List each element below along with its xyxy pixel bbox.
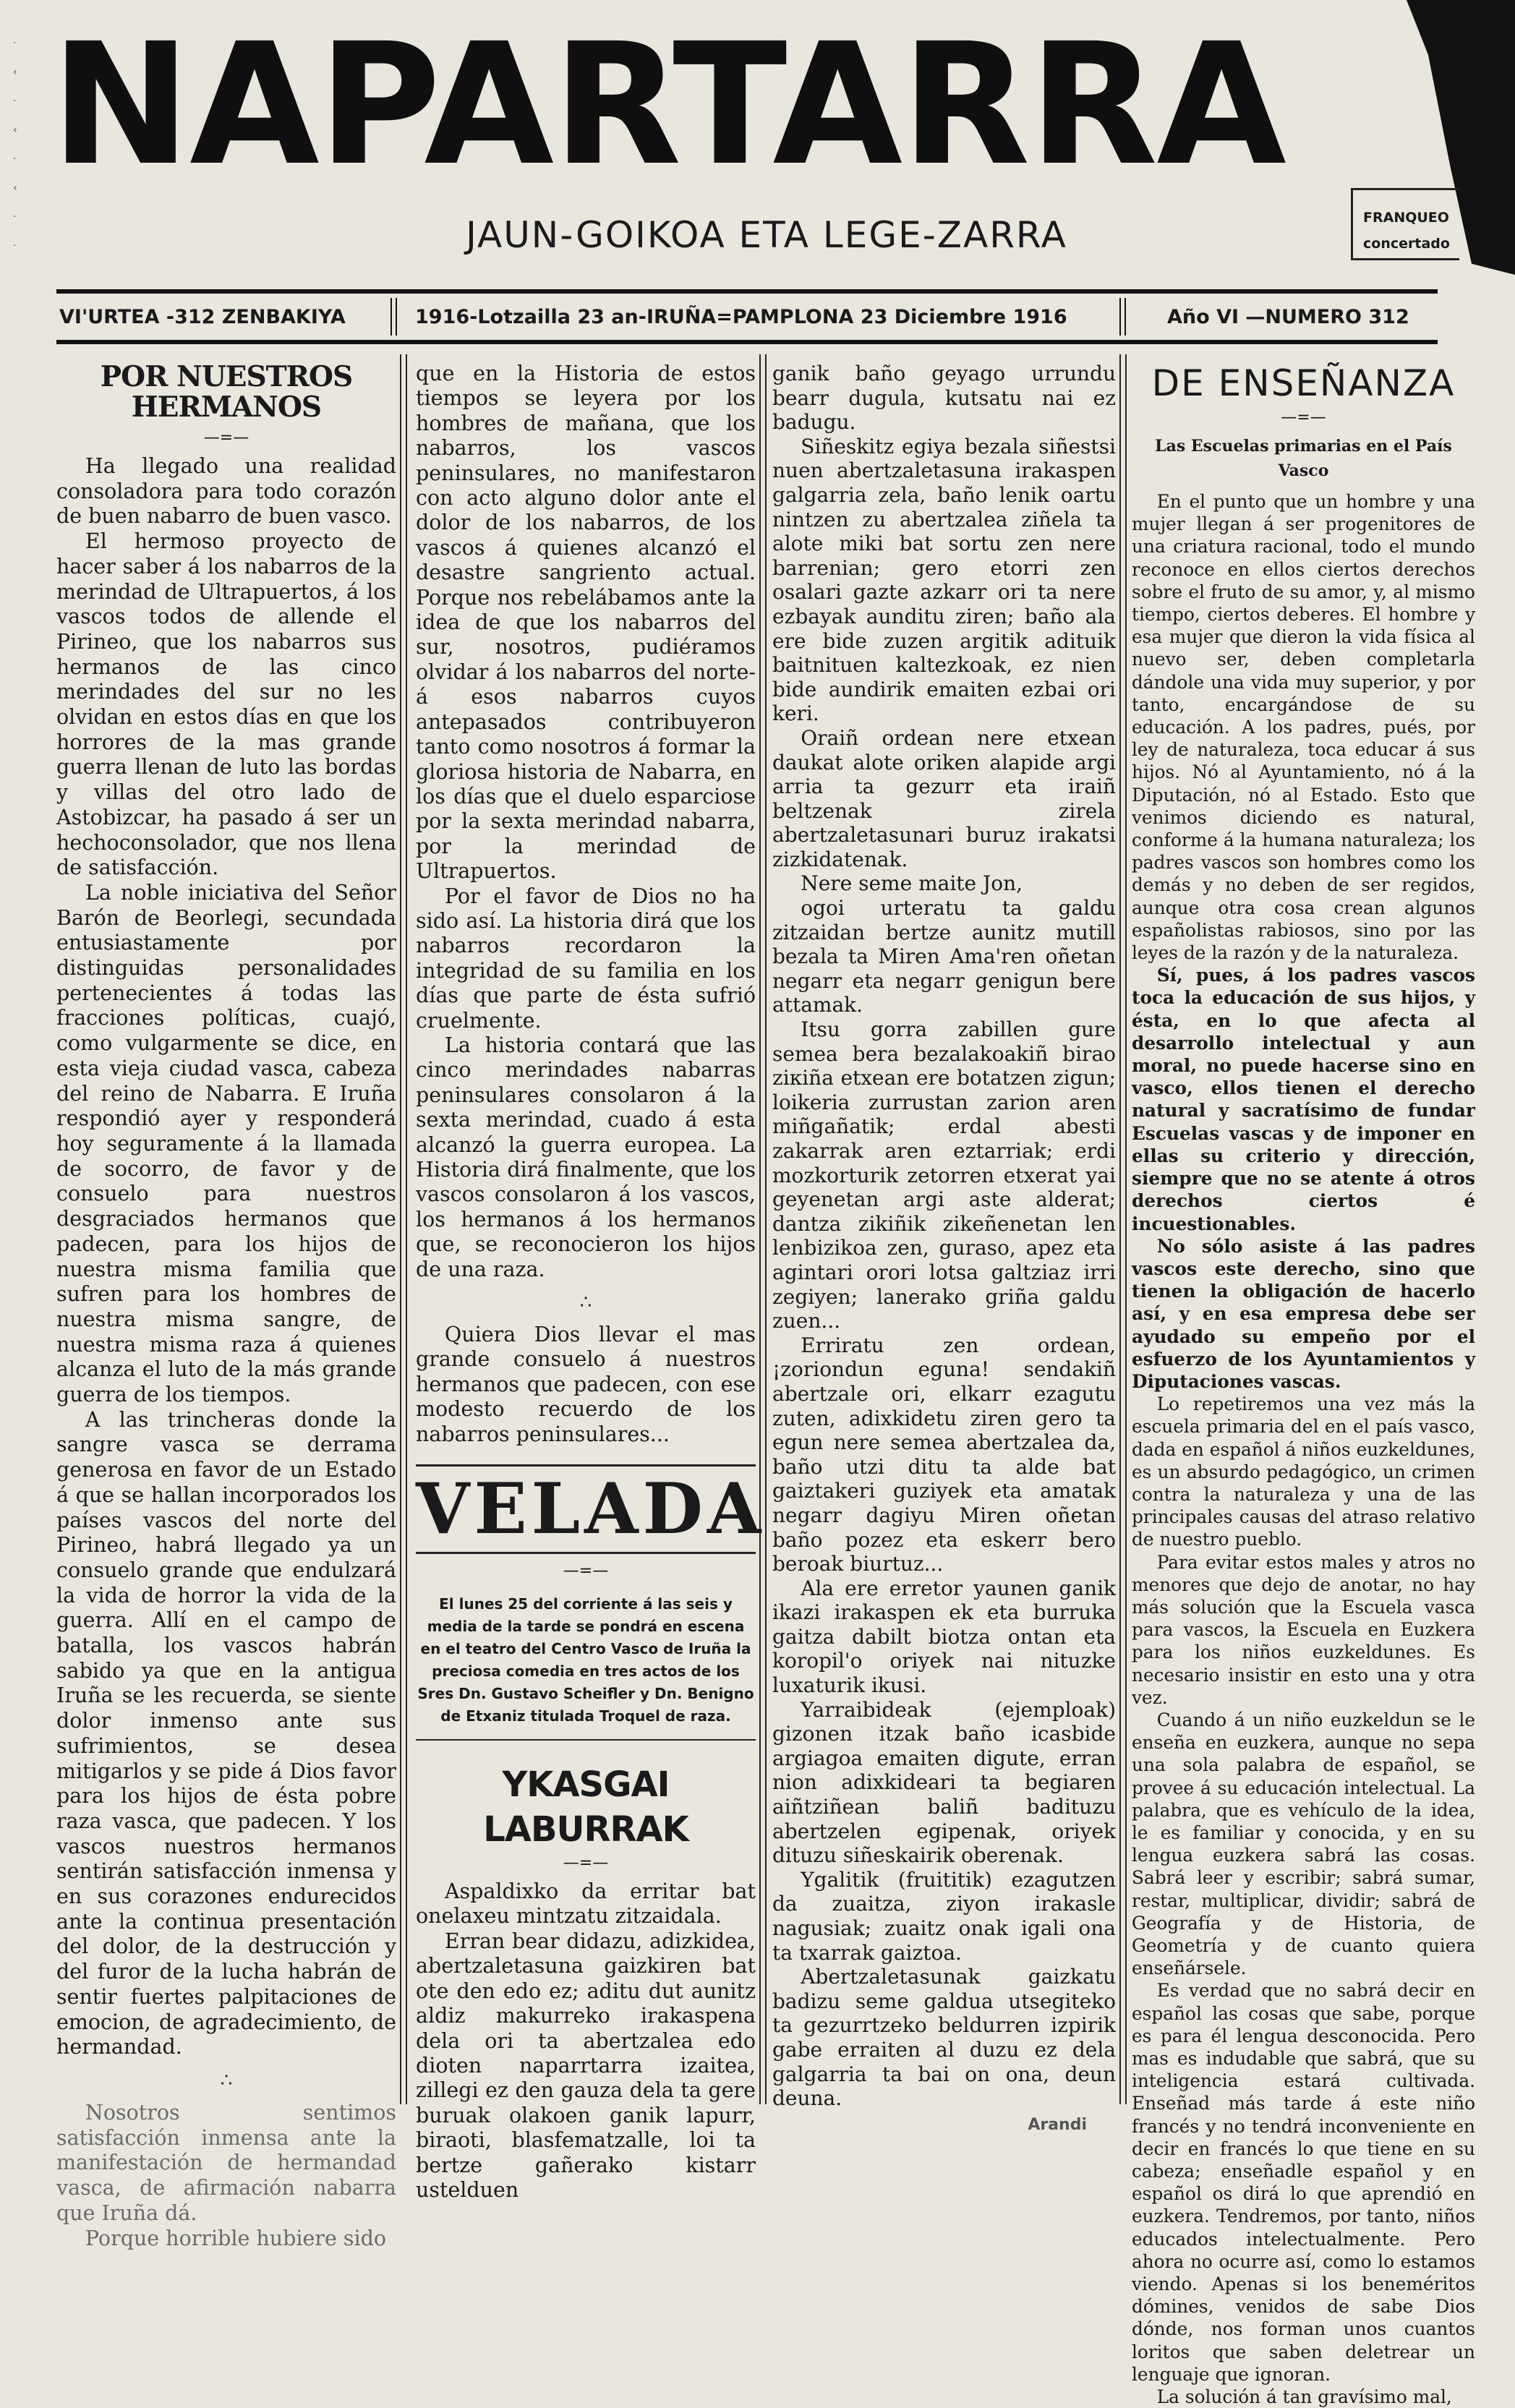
- velada-divider: —=—: [563, 1562, 609, 1581]
- paragraph: Itsu gorra zabillen gure semea bera bezalakoakiñ birao ziкiña etxean ere botatzen zigun; loikeria zurrustan zarion aren miñgañatik; erdal abesti zakarrak aren eztarriak; erdi mozkorturik zetorren etxerat yai geyenetan argi aste alderat; dantza zikiñik zikeñenetan len lenbizikoa zen, guraso, apez eta agintari orori lotsa galtziaz irri zegiyen; lanerako griña galdu zuen...: [772, 1017, 1116, 1333]
- column-3: [772, 362, 1116, 2134]
- paragraph: Sí, pues, á los padres vascos toca la educación de sus hijos, y ésta, en lo que afecta al desarrollo intelectual y aun moral, no puede hacerse sino en vasco, ellos tienen el derecho natural y sacratísimo de fundar Escuelas vascas y de imponer en ellas su criterio y dirección, siempre que no se atente á otros derechos ciertos é incuestionables.: [1132, 965, 1475, 1234]
- velada-heading: VELADA: [416, 1464, 756, 1554]
- franqueo-box: [1351, 188, 1459, 260]
- header-center: 1916-Lotzailla 23 an-IRUÑA=PAMPLONA 23 Diciembre 1916: [415, 306, 1067, 328]
- column-2: [416, 362, 766, 2202]
- masthead-subtitle: JAUN-GOIKOA ETA LEGE-ZARRA: [466, 214, 1067, 256]
- paragraph: La solución á tan gravísimo mal,: [1156, 2386, 1452, 2408]
- paragraph: A las trincheras donde la sangre vasca se derrama generosa en favor de un Estado á que se hallan incorporados los países vascos del norte del Pirineo, habrá llegado ya un consuelo grande que endulzará la vida de horror la vida de la guerra. Allí en el campo de batalla, los vascos habrán sabido ya que en la antigua Iruña se les recuerda, se siente dolor inmenso ante sus sufrimientos, se desea mitigarlos y se pide á Dios favor para los hijos de ésta pobre raza vasca, que padecen. Y los vascos nuestros hermanos sentirán satisfacción inmensa y en sus corazones endurecidos ante la continua presentación del dolor, de la destrucción y del furor de la lucha habrán de sentir fuertes palpitaciones de emocion, de agradecimiento, de hermandad.: [56, 1407, 396, 2059]
- franqueo-line1: FRANQUEO: [1363, 210, 1449, 226]
- franqueo-line2: concertado: [1363, 236, 1450, 252]
- paragraph-faded: Nosotros sentimos satisfacción inmensa ante la manifestación de hermandad vasca, de afirmación nabarra que Iruña dá.: [56, 2101, 396, 2225]
- header-rule-bottom: [56, 340, 1438, 344]
- paragraph: Quiera Dios llevar el mas grande consuelo á nuestros hermanos que padecen, con ese modesto recuerdo de los nabarros peninsulares...: [416, 1323, 756, 1446]
- ykasgai-heading: YKASGAI LABURRAK: [483, 1764, 688, 1850]
- masthead-title: NAPARTARRA: [51, 7, 1285, 202]
- header-rule-top: [56, 289, 1438, 294]
- paragraph: Erriratu zen ordean, ¡zoriondun eguna! sendakiñ abertzale ori, elkarr ezagutu zuten, adixkidetu ziren gero ta egun nere semea abertzalea da, baño utzi ditu ta alde bat gaiztakeri guziyek eta amatak negarr dagiyu Miren oñetan baño pozez eta eskerr bero beroak biurtuz...: [772, 1333, 1116, 1576]
- paragraph: Ala ere erretor yaunen ganik ikazi irakaspen ek eta burruka gaitza dabilt biotza ontan eta koropil'o oriyek nai nituzke luxaturik ikusi.: [772, 1576, 1116, 1698]
- paragraph: Nere seme maite Jon,: [801, 871, 1023, 896]
- paragraph: ogoi urteratu ta galdu zitzaidan bertze aunitz mutill bezala ta Miren Ama'ren oñetan negarr eta negarr genigun bere attamak.: [772, 896, 1116, 1017]
- header-separator: [1119, 298, 1126, 336]
- article-de-ensenanza: [1132, 362, 1476, 2408]
- paragraph: La historia contará que las cinco merindades nabarras peninsulares consolaron á la sexta merindad, cuado á esta alcanzó la guerra europea. La Historia dirá finalmente, que los vascos consolaron á los vascos, los hermanos á los hermanos que, se reconocieron los hijos de una raza.: [416, 1033, 756, 1281]
- title-divider: —=—: [1281, 409, 1326, 427]
- paragraph: En el punto que un hombre y una mujer llegan á ser progenitores de una criatura racional, todo el mundo reconoce en ellos ciertos derechos sobre el fruto de su amor, y, al mismo tiempo, ciertos deberes. El hombre y esa mujer que dieron la vida física al nuevo ser, deben completarla dándole una vida muy superior, y por tanto, encargándose de su educación. A los padres, pués, por ley de naturaleza, toca educar á sus hijos. Nó al Ayuntamiento, nó á la Diputación, nó al Estado. Esto que venimos diciendo es natural, conforme á la humana naturaleza; los padres vascos son hombres como los demás y no deben de ser regidos, aunque otra cosa crean algunos españolistas rabiosos, sino por las leyes de la razón y de la naturaleza.: [1132, 491, 1475, 964]
- header-separator: [391, 298, 397, 336]
- paragraph: Yarraibideak (ejemploak) gizonen itzak baño icasbide argiagoa emaiten digute, erran nion adixkideari ta begiaren aiñtziñean baliñ badituzu abertzelen egipenak, oriyek dituzu siñeskairik oberenak.: [772, 1697, 1116, 1868]
- paragraph: Siñeskitz egiya bezala siñestsi nuen abertzaletasuna irakaspen galgarria zela, baño lenik oartu nintzen zu abertzalea ziñela ta alote miki bat sortu zen nere barrenian; gero etorri zen osalari gazte azkarr ori ta nere ezbayak aunditu ziren; baño ala ere bide zuzen argitik adituik baitnituen kaltezkoak, ez nien bide aundirik emaiten ezbai ori keri.: [772, 434, 1116, 726]
- ornament: ∴: [220, 2070, 233, 2091]
- paragraph: Abertzaletasunak gaizkatu badizu seme galdua utsegiteko ta gezurrtzeko beldurren izpirik gabe erraiten al duzu ez dela galgarria ta bai on ona, deun deuna.: [772, 1965, 1116, 2111]
- paragraph: ganik baño geyago urrundu bearr dugula, kutsatu nai ez badugu.: [772, 362, 1116, 435]
- header-bar: [56, 296, 1438, 338]
- article-title: POR NUESTROS HERMANOS: [100, 360, 353, 424]
- ornament: ∴: [579, 1291, 592, 1314]
- article-subtitle: Las Escuelas primarias en el País Vasco: [1155, 437, 1452, 480]
- paragraph: Lo repetiremos una vez más la escuela primaria del en el país vasco, dada en español á niños euzkeldunes, es un absurdo pedagógico, un crimen contra la naturaleza y una de las principales causas del atraso relativo de nuestro pueblo.: [1132, 1393, 1476, 1550]
- paragraph: Ygalitik (fruititik) ezagutzen da zuaitza, ziyon irakasle nagusiak; zuaitz onak igali ona ta txarrak gaiztoa.: [772, 1867, 1116, 1965]
- paragraph: Aspaldixko da erritar bat onelaxeu mintzatu zitzaidala.: [416, 1879, 756, 1929]
- paragraph: El hermoso proyecto de hacer saber á los nabarros de la merindad de Ultrapuertos, á los vascos todos de allende el Pirineo, que los nabarros sus hermanos de las cinco merindades del sur no les olvidan en estos días en que los horrores de la mas grande guerra llenan de luto las bordas y villas del otro lado de Astobizcar, ha pasado á ser un hechoconsolador, que nos llena de satisfacción.: [56, 529, 396, 880]
- column-separator: [759, 354, 767, 2104]
- section-rule: [416, 1739, 756, 1741]
- paragraph: Es verdad que no sabrá decir en español las cosas que sabe, porque es para él lengua desconocida. Pero mas es indudable que sabrá, que su inteligencia estará cultivada. Enseñad más tarde á este niño francés y no tendrá inconveniente en decir en francés lo que tiene en su cabeza; enseñadle español y en español os dirá lo que aprendió en euzkera. Tendremos, por tanto, niños educados intelectualmente. Pero ahora no ocurre así, como lo estamos viendo. Apenas si los beneméritos dómines, venidos de sabe Dios dónde, nos forman unos cuantos loritos que saben deletrear un lenguaje que ignoran.: [1132, 1980, 1475, 2385]
- paragraph: La noble iniciativa del Señor Barón de Beorlegi, secundada entusiastamente por distinguidas personalidades pertenecientes á todas las fracciones políticas, cuajó, como vulgarmente se dice, en esta vieja ciudad vasca, cabeza del reino de Nabarra. E Iruña respondió ayer y responderá hoy seguramente á la llamada de socorro, de favor y de consuelo para nuestros desgraciados hermanos que padecen, para los hijos de nuestra misma familia que sufren para los hombres de nuestra misma sangre, de nuestra misma raza á quienes alcanza el luto de la más grande guerra de los tiempos.: [56, 880, 396, 1407]
- column-separator: [1119, 354, 1127, 2104]
- author-signature: Arandi: [1028, 2115, 1087, 2134]
- article-por-nuestros-hermanos: [56, 360, 396, 2250]
- paragraph: que en la Historia de estos tiempos se leyera por los hombres de mañana, que los nabarros, los vascos peninsulares, no manifestaron con acto alguno dolor ante el dolor de los nabarros, de los vascos á quienes alcanzó el desastre sangriento actual. Porque nos rebelábamos ante la idea de que los nabarros del sur, nosotros, pudiéramos olvidar á los nabarros del norte-á esos nabarros cuyos antepasados contribuyeron tanto como nosotros á formar la gloriosa historia de Nabarra, en los días que el duelo esparciose por la sexta merindad nabarra, por la merindad de Ultrapuertos.: [416, 362, 756, 884]
- article-title: DE ENSEÑANZA: [1151, 362, 1456, 404]
- paragraph: No sólo asiste á las padres vascos este derecho, sino que tienen la obligación de hacerlo así, y en esa empresa debe ser ayudado su empeño por el esfuerzo de los Ayuntamientos y Diputaciones vascas.: [1132, 1235, 1475, 1392]
- paragraph: Por el favor de Dios no ha sido así. La historia dirá que los nabarros recordaron la integridad de su familia en los días que parte de ésta sufrió cruelmente.: [416, 884, 756, 1033]
- paragraph: Para evitar estos males y atros no menores que dejo de anotar, no hay más solución que la Escuela vasca para vascos, la Escuela en Euzkera para los niños euzkeldunes. Es necesario insistir en esto una y otra vez.: [1132, 1551, 1475, 1708]
- ykasgai-divider: —=—: [563, 1854, 609, 1873]
- paragraph: Oraiñ ordean nere etxean daukat alote oriken alapide argi arгia ta gezurr eta iraiñ beltzenak zirela abertzaletasunari buruz irakatsi zizkidatenak.: [772, 725, 1116, 871]
- scan-margin-marks: · ‹ · ‹ · ‹ · ·: [13, 38, 17, 252]
- title-divider: —=—: [203, 429, 249, 447]
- paragraph: Ha llegado una realidad consoladora para todo corazón de buen nabarro de buen vasco.: [56, 454, 396, 529]
- paragraph: Cuando á un niño euzkeldun se le enseña en euzkera, aunque no sepa una sola palabra de español, se provee á su educación intelectual. La palabra, que es vehículo de la idea, le es familiar y conocida, y en su lengua euzkera sabrá las cosas. Sabrá leer y escribir; sabrá sumar, restar, multiplicar, dividir; sabrá de Geografía y de Historia, de Geometría y de cuanto quiera enseñársele.: [1132, 1709, 1475, 1979]
- header-left: VI'URTEA -312 ZENBAKIYA: [59, 306, 346, 328]
- column-separator: [400, 354, 407, 2104]
- paragraph-faded: Porque horrible hubiere sido: [85, 2226, 387, 2250]
- header-right: Año VI —NUMERO 312: [1167, 306, 1409, 328]
- velada-announcement: El lunes 25 del corriente á las seis y media de la tarde se pondrá en escena en el teatro del Centro Vasco de Iruña la preciosa comedia en tres actos de los Sres Dn. Gustavo Scheifler y Dn. Benigno de Etxaniz titulada Troquel de raza.: [417, 1595, 754, 1725]
- paragraph: Erran bear didazu, adizkidea, abertzaletasuna gaizkiren bat ote den edo ez; aditu dut aunitz aldiz makurreko irakaspena dela ori ta abertzalea edo dioten naparrtarra izaitea, zillegi ez den gauza dela ta gere buruak olakoen ganik lapurr, biraoti, blasfematzalle, loi ta bertze gañerako kistarr ustelduen: [416, 1929, 756, 2202]
